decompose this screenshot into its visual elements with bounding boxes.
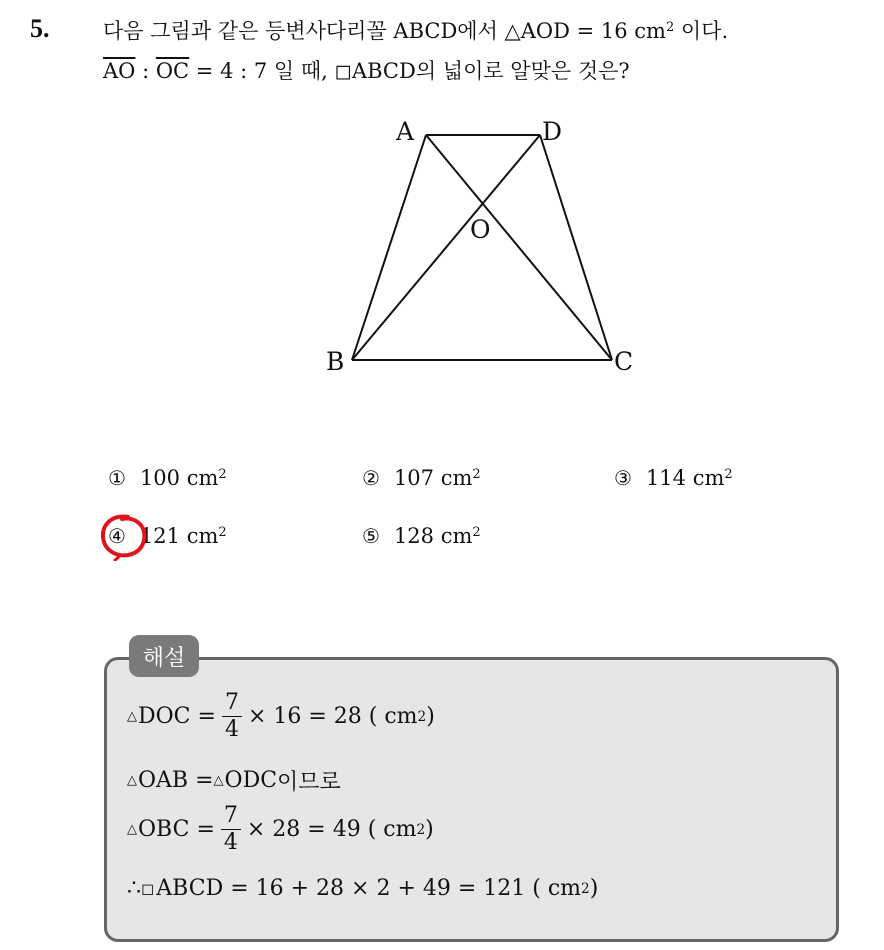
side-ab — [352, 135, 426, 360]
question-text: 다음 그림과 같은 등변사다리꼴 ABCD에서 △AOD = 16 cm — [103, 19, 666, 43]
choice-3[interactable] — [614, 466, 733, 490]
choice-2[interactable] — [362, 466, 481, 490]
choice-value: 114 $cm^2$ — [645, 466, 733, 490]
answer-selection-circle — [98, 511, 150, 561]
choice-1[interactable] — [108, 466, 227, 490]
diagonal-ac — [426, 135, 612, 360]
side-dc — [540, 135, 612, 360]
vertex-label-c: C — [614, 347, 634, 376]
segment-oc: $\overline{OC}$ — [155, 59, 190, 83]
fraction: $\frac{7}{4}$ — [221, 805, 241, 854]
choice-mark: ③ — [614, 466, 632, 490]
question-text-end: 이다. — [674, 19, 729, 43]
choice-mark: ④ — [108, 524, 126, 548]
choice-value: 121 $cm^2$ — [139, 524, 227, 548]
vertex-label-b: B — [326, 347, 345, 376]
vertex-label-o: O — [470, 215, 491, 244]
selection-stroke — [103, 517, 144, 556]
segment-ao: $\overline{AO}$ — [103, 59, 136, 83]
choice-mark: ① — [108, 466, 126, 490]
solution-line-4: ∴ ◻ ABCD = 16 + 28 × 2 + 49 = 121 ( cm 2 ) — [127, 876, 599, 901]
choice-value: 100 $cm^2$ — [139, 466, 227, 490]
choice-value: 107 $cm^2$ — [393, 466, 481, 490]
solution-tab: 해설 — [129, 635, 199, 677]
vertex-label-d: D — [542, 117, 563, 146]
choice-mark: ⑤ — [362, 524, 380, 548]
trapezoid-figure — [310, 110, 650, 390]
question-line-1 — [103, 15, 728, 45]
choice-value: 128 $cm^2$ — [393, 524, 481, 548]
fraction: $\frac{7}{4}$ — [222, 692, 242, 741]
choice-5[interactable] — [362, 524, 481, 548]
question-text-2: 일 때, ◻ABCD의 넓이로 알맞은 것은? — [267, 59, 630, 83]
choice-mark: ② — [362, 466, 380, 490]
solution-line-1: △ DOC = $\frac{7}{4}$ × 16 = 28 ( cm 2 ) — [127, 690, 435, 742]
unit-exponent: 2 — [665, 19, 675, 35]
ratio-separator: : — [135, 59, 156, 83]
solution-line-2: △ OAB = △ ODC 이므로 — [127, 768, 341, 795]
diagonal-bd — [352, 135, 540, 360]
solution-line-3: △ OBC = $\frac{7}{4}$ × 28 = 49 ( cm 2 ) — [127, 803, 434, 855]
question-line-2 — [103, 55, 630, 85]
question-number: 5. — [30, 14, 50, 43]
ratio-value: = 4 : 7 — [189, 59, 268, 83]
vertex-label-a: A — [396, 117, 415, 146]
